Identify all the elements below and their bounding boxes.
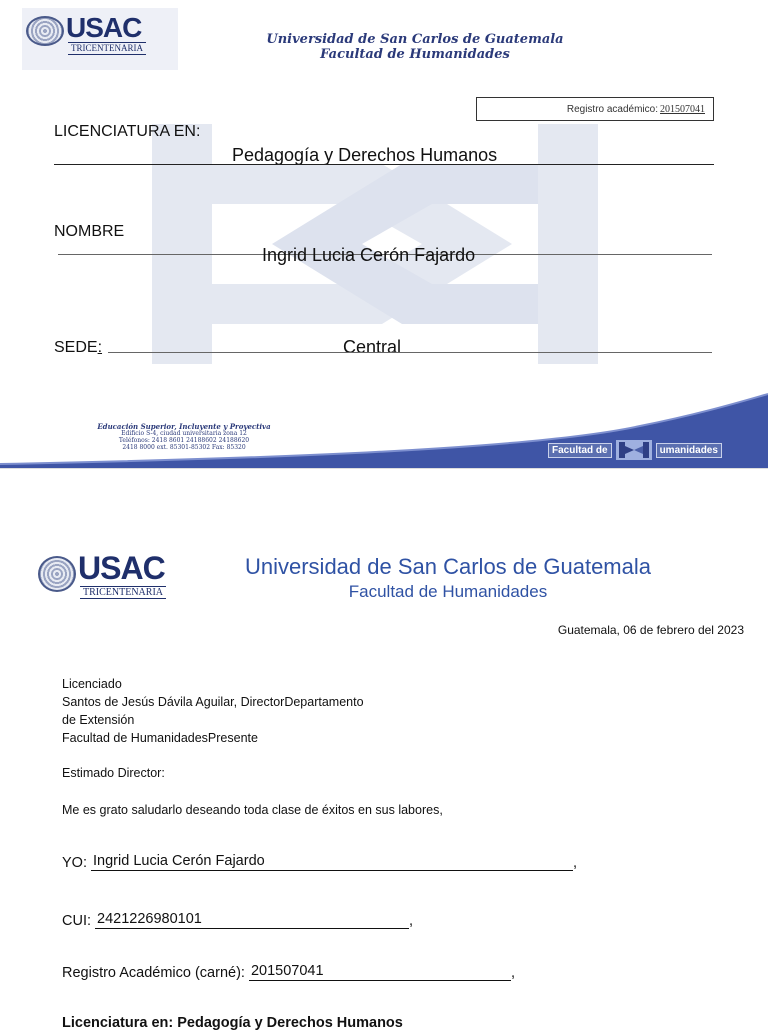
nombre-value: Ingrid Lucia Cerón Fajardo — [262, 245, 476, 265]
registro-row — [62, 962, 515, 981]
footer-fax: 2418 8000 ext. 85301-85302 Fax: 85320 — [122, 444, 246, 451]
yo-comma: , — [573, 855, 578, 871]
letter-university-title: Universidad de San Carlos de Guatemala — [244, 554, 651, 579]
cover-page — [0, 0, 768, 469]
letter-date: Guatemala, 06 de febrero del 2023 — [557, 623, 744, 637]
letter-logo-acronym: USAC — [78, 550, 165, 586]
letter-address-block — [62, 675, 364, 747]
cui-value: 2421226980101 — [95, 910, 409, 929]
registro-academico-label: Registro Académico (carné): — [62, 965, 245, 981]
yo-label: YO: — [62, 855, 87, 871]
logo-tagline: TRICENTENARIA — [68, 42, 146, 55]
badge-left-text: Facultad de — [548, 443, 612, 458]
letter-page — [0, 520, 768, 1031]
registro-box — [476, 97, 714, 121]
registro-label: Registro académico: — [566, 103, 658, 115]
letter-faculty-title: Facultad de Humanidades — [348, 582, 548, 601]
sede-value: Central — [343, 337, 402, 357]
faculty-h-logo-icon — [616, 440, 652, 460]
sede-line — [108, 352, 712, 353]
letter-logo — [36, 548, 196, 608]
licenciatura-label: LICENCIATURA EN: — [54, 123, 201, 140]
letter-greeting: Estimado Director: — [62, 766, 165, 780]
sede-colon: : — [97, 339, 103, 356]
footer-phones: Teléfonos: 2418 8601 24188602 24188620 — [118, 437, 250, 444]
registro-comma: , — [510, 965, 515, 981]
licenciatura-value: Pedagogía y Derechos Humanos — [232, 145, 498, 165]
badge-right-text: umanidades — [656, 443, 722, 458]
sede-label-text: SEDE — [54, 339, 98, 356]
faculty-badge — [548, 438, 760, 462]
cui-label: CUI: — [62, 913, 91, 929]
cover-footer — [54, 423, 314, 451]
usac-seal-icon — [26, 16, 64, 46]
address-line: Santos de Jesús Dávila Aguilar, DirectorDepartamento — [62, 695, 364, 709]
sede-label — [54, 339, 102, 357]
yo-value: Ingrid Lucia Cerón Fajardo — [91, 852, 573, 871]
letter-intro: Me es grato saludarlo deseando toda clase de éxitos en sus labores, — [62, 803, 443, 817]
faculty-name-script: Facultad de Humanidades — [320, 47, 510, 62]
registro-academico-value: 201507041 — [249, 962, 511, 981]
cui-row — [62, 910, 413, 929]
address-line: de Extensión — [62, 713, 135, 727]
footer-motto: Educación Superior, Incluyente y Proyectiva — [97, 422, 271, 431]
footer-address: Edificio S-4, ciudad universitaria zona 12 — [121, 430, 247, 437]
nombre-label: NOMBRE — [54, 223, 125, 240]
cover-heading — [210, 32, 620, 62]
university-name-script: Universidad de San Carlos de Guatemala — [266, 32, 564, 47]
cui-comma: , — [409, 913, 414, 929]
logo-acronym: USAC — [66, 12, 142, 43]
licenciatura-line — [54, 164, 714, 165]
yo-row — [62, 852, 577, 871]
address-line: Licenciado — [62, 677, 122, 691]
usac-seal-icon — [38, 556, 76, 592]
registro-value: 201507041 — [660, 103, 705, 115]
cover-logo — [22, 8, 178, 70]
letter-logo-tagline: TRICENTENARIA — [80, 586, 166, 599]
licenciatura-line-truncated: Licenciatura en: Pedagogía y Derechos Humanos — [62, 1015, 403, 1031]
address-line: Facultad de HumanidadesPresente — [62, 731, 258, 745]
